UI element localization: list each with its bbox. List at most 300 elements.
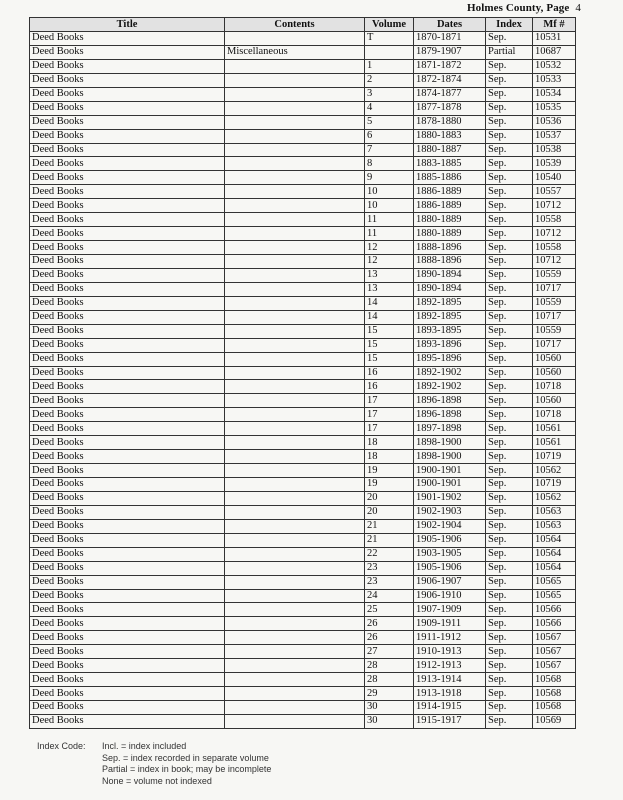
cell-title: Deed Books bbox=[30, 659, 225, 673]
table-row bbox=[30, 101, 576, 115]
cell-volume: 10 bbox=[365, 185, 414, 199]
table-row bbox=[30, 129, 576, 143]
cell-index: Sep. bbox=[486, 324, 533, 338]
cell-volume: 12 bbox=[365, 255, 414, 269]
cell-dates: 1890-1894 bbox=[414, 268, 486, 282]
cell-dates: 1900-1901 bbox=[414, 464, 486, 478]
cell-index: Sep. bbox=[486, 171, 533, 185]
cell-index: Sep. bbox=[486, 73, 533, 87]
cell-mf: 10538 bbox=[533, 143, 576, 157]
cell-volume: 23 bbox=[365, 575, 414, 589]
table-row bbox=[30, 45, 576, 59]
cell-index: Sep. bbox=[486, 561, 533, 575]
table-row bbox=[30, 505, 576, 519]
cell-index: Sep. bbox=[486, 422, 533, 436]
cell-contents bbox=[225, 561, 365, 575]
cell-title: Deed Books bbox=[30, 199, 225, 213]
cell-contents bbox=[225, 324, 365, 338]
cell-contents bbox=[225, 408, 365, 422]
cell-index: Sep. bbox=[486, 659, 533, 673]
cell-volume: 16 bbox=[365, 380, 414, 394]
cell-contents bbox=[225, 87, 365, 101]
cell-volume: 28 bbox=[365, 659, 414, 673]
cell-mf: 10539 bbox=[533, 157, 576, 171]
cell-dates: 1877-1878 bbox=[414, 101, 486, 115]
cell-index: Sep. bbox=[486, 533, 533, 547]
cell-contents bbox=[225, 380, 365, 394]
cell-title: Deed Books bbox=[30, 282, 225, 296]
legend-label: Index Code: bbox=[37, 741, 86, 751]
cell-index: Sep. bbox=[486, 436, 533, 450]
cell-dates: 1880-1889 bbox=[414, 213, 486, 227]
table-row bbox=[30, 310, 576, 324]
table-row bbox=[30, 408, 576, 422]
cell-index: Sep. bbox=[486, 59, 533, 73]
cell-contents bbox=[225, 268, 365, 282]
cell-dates: 1890-1894 bbox=[414, 282, 486, 296]
cell-index: Sep. bbox=[486, 714, 533, 728]
cell-dates: 1874-1877 bbox=[414, 87, 486, 101]
cell-volume: 15 bbox=[365, 324, 414, 338]
cell-title: Deed Books bbox=[30, 296, 225, 310]
cell-dates: 1895-1896 bbox=[414, 352, 486, 366]
cell-contents bbox=[225, 714, 365, 728]
table-body bbox=[30, 32, 576, 729]
cell-mf: 10558 bbox=[533, 241, 576, 255]
cell-contents bbox=[225, 241, 365, 255]
cell-index: Sep. bbox=[486, 185, 533, 199]
cell-volume: 17 bbox=[365, 408, 414, 422]
table-row bbox=[30, 324, 576, 338]
cell-mf: 10564 bbox=[533, 547, 576, 561]
cell-mf: 10563 bbox=[533, 519, 576, 533]
cell-contents bbox=[225, 213, 365, 227]
cell-title: Deed Books bbox=[30, 547, 225, 561]
cell-contents bbox=[225, 533, 365, 547]
cell-volume: 5 bbox=[365, 115, 414, 129]
table-row bbox=[30, 631, 576, 645]
cell-mf: 10569 bbox=[533, 714, 576, 728]
cell-dates: 1897-1898 bbox=[414, 422, 486, 436]
cell-volume: 9 bbox=[365, 171, 414, 185]
cell-volume: 10 bbox=[365, 199, 414, 213]
cell-dates: 1879-1907 bbox=[414, 45, 486, 59]
table-row bbox=[30, 352, 576, 366]
cell-contents bbox=[225, 603, 365, 617]
cell-mf: 10558 bbox=[533, 213, 576, 227]
cell-volume: 23 bbox=[365, 561, 414, 575]
table-row bbox=[30, 268, 576, 282]
cell-dates: 1906-1907 bbox=[414, 575, 486, 589]
cell-mf: 10560 bbox=[533, 366, 576, 380]
cell-title: Deed Books bbox=[30, 268, 225, 282]
cell-volume: 13 bbox=[365, 268, 414, 282]
cell-contents bbox=[225, 115, 365, 129]
cell-mf: 10561 bbox=[533, 436, 576, 450]
cell-index: Sep. bbox=[486, 673, 533, 687]
cell-contents bbox=[225, 73, 365, 87]
table-row bbox=[30, 617, 576, 631]
table-row bbox=[30, 32, 576, 46]
table-row bbox=[30, 213, 576, 227]
table-row bbox=[30, 380, 576, 394]
cell-dates: 1878-1880 bbox=[414, 115, 486, 129]
cell-dates: 1893-1895 bbox=[414, 324, 486, 338]
cell-title: Deed Books bbox=[30, 171, 225, 185]
table-row bbox=[30, 589, 576, 603]
page-header bbox=[467, 2, 581, 14]
cell-dates: 1892-1895 bbox=[414, 310, 486, 324]
cell-title: Deed Books bbox=[30, 617, 225, 631]
cell-mf: 10564 bbox=[533, 561, 576, 575]
cell-contents bbox=[225, 366, 365, 380]
cell-title: Deed Books bbox=[30, 101, 225, 115]
cell-dates: 1896-1898 bbox=[414, 408, 486, 422]
cell-dates: 1906-1910 bbox=[414, 589, 486, 603]
column-header-mf: Mf # bbox=[533, 18, 576, 32]
cell-dates: 1902-1903 bbox=[414, 505, 486, 519]
cell-mf: 10719 bbox=[533, 478, 576, 492]
cell-title: Deed Books bbox=[30, 73, 225, 87]
cell-contents bbox=[225, 505, 365, 519]
cell-mf: 10534 bbox=[533, 87, 576, 101]
cell-volume: 7 bbox=[365, 143, 414, 157]
cell-volume: 6 bbox=[365, 129, 414, 143]
cell-dates: 1885-1886 bbox=[414, 171, 486, 185]
legend-code-partial: Partial = index in book; may be incomplete bbox=[102, 764, 272, 774]
cell-index: Sep. bbox=[486, 450, 533, 464]
cell-mf: 10561 bbox=[533, 422, 576, 436]
cell-title: Deed Books bbox=[30, 394, 225, 408]
cell-index: Sep. bbox=[486, 255, 533, 269]
table-row bbox=[30, 171, 576, 185]
cell-title: Deed Books bbox=[30, 561, 225, 575]
table-header bbox=[30, 18, 576, 32]
cell-index: Sep. bbox=[486, 129, 533, 143]
cell-volume: 26 bbox=[365, 631, 414, 645]
legend-codes bbox=[102, 741, 271, 787]
cell-mf: 10560 bbox=[533, 394, 576, 408]
table-row bbox=[30, 478, 576, 492]
cell-dates: 1888-1896 bbox=[414, 241, 486, 255]
cell-mf: 10712 bbox=[533, 227, 576, 241]
cell-contents bbox=[225, 352, 365, 366]
cell-mf: 10568 bbox=[533, 673, 576, 687]
cell-index: Sep. bbox=[486, 603, 533, 617]
cell-index: Sep. bbox=[486, 394, 533, 408]
cell-title: Deed Books bbox=[30, 143, 225, 157]
cell-title: Deed Books bbox=[30, 87, 225, 101]
table-row bbox=[30, 185, 576, 199]
cell-volume: 2 bbox=[365, 73, 414, 87]
cell-volume: 26 bbox=[365, 617, 414, 631]
cell-index: Sep. bbox=[486, 352, 533, 366]
cell-mf: 10568 bbox=[533, 701, 576, 715]
cell-title: Deed Books bbox=[30, 701, 225, 715]
cell-volume: 20 bbox=[365, 491, 414, 505]
cell-dates: 1903-1905 bbox=[414, 547, 486, 561]
cell-index: Sep. bbox=[486, 519, 533, 533]
legend-code-incl: Incl. = index included bbox=[102, 741, 187, 751]
cell-dates: 1909-1911 bbox=[414, 617, 486, 631]
cell-contents bbox=[225, 617, 365, 631]
cell-mf: 10557 bbox=[533, 185, 576, 199]
cell-title: Deed Books bbox=[30, 478, 225, 492]
cell-index: Sep. bbox=[486, 464, 533, 478]
cell-dates: 1905-1906 bbox=[414, 561, 486, 575]
cell-dates: 1883-1885 bbox=[414, 157, 486, 171]
cell-title: Deed Books bbox=[30, 380, 225, 394]
cell-title: Deed Books bbox=[30, 491, 225, 505]
cell-index: Sep. bbox=[486, 241, 533, 255]
cell-contents bbox=[225, 101, 365, 115]
cell-title: Deed Books bbox=[30, 129, 225, 143]
cell-volume: 13 bbox=[365, 282, 414, 296]
cell-index: Sep. bbox=[486, 687, 533, 701]
cell-volume: T bbox=[365, 32, 414, 46]
cell-title: Deed Books bbox=[30, 714, 225, 728]
cell-mf: 10536 bbox=[533, 115, 576, 129]
cell-index: Sep. bbox=[486, 268, 533, 282]
cell-mf: 10564 bbox=[533, 533, 576, 547]
cell-title: Deed Books bbox=[30, 436, 225, 450]
table-row bbox=[30, 143, 576, 157]
cell-volume: 15 bbox=[365, 352, 414, 366]
cell-contents bbox=[225, 575, 365, 589]
cell-title: Deed Books bbox=[30, 241, 225, 255]
table-row bbox=[30, 227, 576, 241]
cell-volume: 20 bbox=[365, 505, 414, 519]
table-row bbox=[30, 701, 576, 715]
header-row bbox=[30, 18, 576, 32]
cell-mf: 10567 bbox=[533, 631, 576, 645]
cell-contents bbox=[225, 227, 365, 241]
cell-dates: 1914-1915 bbox=[414, 701, 486, 715]
cell-volume: 11 bbox=[365, 213, 414, 227]
cell-dates: 1870-1871 bbox=[414, 32, 486, 46]
cell-dates: 1888-1896 bbox=[414, 255, 486, 269]
cell-index: Sep. bbox=[486, 645, 533, 659]
cell-dates: 1902-1904 bbox=[414, 519, 486, 533]
table-row bbox=[30, 241, 576, 255]
cell-title: Deed Books bbox=[30, 519, 225, 533]
cell-contents bbox=[225, 282, 365, 296]
cell-index: Sep. bbox=[486, 199, 533, 213]
cell-title: Deed Books bbox=[30, 408, 225, 422]
cell-volume: 15 bbox=[365, 338, 414, 352]
table-row bbox=[30, 59, 576, 73]
table-row bbox=[30, 491, 576, 505]
cell-mf: 10532 bbox=[533, 59, 576, 73]
cell-volume: 29 bbox=[365, 687, 414, 701]
cell-volume: 21 bbox=[365, 533, 414, 547]
cell-mf: 10540 bbox=[533, 171, 576, 185]
table-row bbox=[30, 157, 576, 171]
cell-volume: 30 bbox=[365, 714, 414, 728]
cell-title: Deed Books bbox=[30, 505, 225, 519]
cell-mf: 10718 bbox=[533, 380, 576, 394]
cell-title: Deed Books bbox=[30, 673, 225, 687]
column-header-dates: Dates bbox=[414, 18, 486, 32]
column-header-contents: Contents bbox=[225, 18, 365, 32]
cell-contents bbox=[225, 478, 365, 492]
cell-dates: 1913-1918 bbox=[414, 687, 486, 701]
cell-dates: 1913-1914 bbox=[414, 673, 486, 687]
deed-books-table bbox=[29, 17, 576, 729]
cell-title: Deed Books bbox=[30, 603, 225, 617]
cell-title: Deed Books bbox=[30, 324, 225, 338]
cell-volume: 17 bbox=[365, 422, 414, 436]
cell-index: Sep. bbox=[486, 213, 533, 227]
cell-index: Sep. bbox=[486, 32, 533, 46]
cell-volume: 28 bbox=[365, 673, 414, 687]
cell-index: Sep. bbox=[486, 87, 533, 101]
cell-contents bbox=[225, 296, 365, 310]
cell-mf: 10717 bbox=[533, 310, 576, 324]
table-row bbox=[30, 687, 576, 701]
cell-contents bbox=[225, 687, 365, 701]
cell-index: Sep. bbox=[486, 310, 533, 324]
cell-index: Sep. bbox=[486, 101, 533, 115]
cell-dates: 1893-1896 bbox=[414, 338, 486, 352]
cell-index: Sep. bbox=[486, 589, 533, 603]
cell-title: Deed Books bbox=[30, 631, 225, 645]
cell-contents bbox=[225, 310, 365, 324]
cell-index: Sep. bbox=[486, 143, 533, 157]
cell-contents bbox=[225, 32, 365, 46]
cell-mf: 10687 bbox=[533, 45, 576, 59]
cell-contents: Miscellaneous bbox=[225, 45, 365, 59]
cell-contents bbox=[225, 645, 365, 659]
cell-mf: 10567 bbox=[533, 645, 576, 659]
table-row bbox=[30, 115, 576, 129]
cell-contents bbox=[225, 464, 365, 478]
cell-volume: 27 bbox=[365, 645, 414, 659]
table-row bbox=[30, 366, 576, 380]
table-row bbox=[30, 464, 576, 478]
cell-volume: 30 bbox=[365, 701, 414, 715]
cell-title: Deed Books bbox=[30, 59, 225, 73]
cell-dates: 1907-1909 bbox=[414, 603, 486, 617]
cell-mf: 10565 bbox=[533, 575, 576, 589]
cell-volume: 25 bbox=[365, 603, 414, 617]
cell-volume: 14 bbox=[365, 310, 414, 324]
cell-mf: 10568 bbox=[533, 687, 576, 701]
cell-mf: 10567 bbox=[533, 659, 576, 673]
cell-index: Sep. bbox=[486, 505, 533, 519]
cell-volume: 19 bbox=[365, 478, 414, 492]
cell-title: Deed Books bbox=[30, 45, 225, 59]
table-row bbox=[30, 87, 576, 101]
cell-volume: 24 bbox=[365, 589, 414, 603]
cell-mf: 10712 bbox=[533, 255, 576, 269]
cell-volume: 11 bbox=[365, 227, 414, 241]
cell-dates: 1892-1902 bbox=[414, 366, 486, 380]
table-row bbox=[30, 659, 576, 673]
cell-volume: 18 bbox=[365, 450, 414, 464]
table-row bbox=[30, 645, 576, 659]
cell-volume: 12 bbox=[365, 241, 414, 255]
cell-title: Deed Books bbox=[30, 589, 225, 603]
cell-mf: 10559 bbox=[533, 324, 576, 338]
page-number: 4 bbox=[575, 2, 581, 14]
cell-volume: 16 bbox=[365, 366, 414, 380]
cell-dates: 1912-1913 bbox=[414, 659, 486, 673]
table-row bbox=[30, 561, 576, 575]
cell-dates: 1896-1898 bbox=[414, 394, 486, 408]
cell-mf: 10562 bbox=[533, 491, 576, 505]
cell-title: Deed Books bbox=[30, 310, 225, 324]
cell-volume: 19 bbox=[365, 464, 414, 478]
cell-index: Sep. bbox=[486, 408, 533, 422]
cell-title: Deed Books bbox=[30, 533, 225, 547]
cell-mf: 10562 bbox=[533, 464, 576, 478]
cell-index: Sep. bbox=[486, 338, 533, 352]
column-header-volume: Volume bbox=[365, 18, 414, 32]
cell-mf: 10566 bbox=[533, 617, 576, 631]
cell-index: Sep. bbox=[486, 491, 533, 505]
cell-index: Sep. bbox=[486, 282, 533, 296]
table-row bbox=[30, 603, 576, 617]
cell-mf: 10712 bbox=[533, 199, 576, 213]
cell-mf: 10718 bbox=[533, 408, 576, 422]
cell-mf: 10717 bbox=[533, 338, 576, 352]
cell-index: Sep. bbox=[486, 115, 533, 129]
table-row bbox=[30, 296, 576, 310]
legend-code-sep: Sep. = index recorded in separate volume bbox=[102, 752, 269, 763]
cell-volume bbox=[365, 45, 414, 59]
cell-title: Deed Books bbox=[30, 464, 225, 478]
cell-dates: 1910-1913 bbox=[414, 645, 486, 659]
cell-title: Deed Books bbox=[30, 255, 225, 269]
cell-volume: 18 bbox=[365, 436, 414, 450]
table-row bbox=[30, 673, 576, 687]
cell-volume: 1 bbox=[365, 59, 414, 73]
table-row bbox=[30, 255, 576, 269]
cell-volume: 14 bbox=[365, 296, 414, 310]
cell-title: Deed Books bbox=[30, 338, 225, 352]
cell-title: Deed Books bbox=[30, 115, 225, 129]
legend-code-none: None = volume not indexed bbox=[102, 775, 212, 786]
cell-title: Deed Books bbox=[30, 366, 225, 380]
column-header-title: Title bbox=[30, 18, 225, 32]
cell-index: Partial bbox=[486, 45, 533, 59]
cell-index: Sep. bbox=[486, 701, 533, 715]
cell-index: Sep. bbox=[486, 547, 533, 561]
cell-title: Deed Books bbox=[30, 185, 225, 199]
cell-volume: 22 bbox=[365, 547, 414, 561]
cell-title: Deed Books bbox=[30, 422, 225, 436]
cell-index: Sep. bbox=[486, 157, 533, 171]
cell-contents bbox=[225, 199, 365, 213]
cell-contents bbox=[225, 394, 365, 408]
cell-contents bbox=[225, 491, 365, 505]
cell-index: Sep. bbox=[486, 227, 533, 241]
cell-volume: 8 bbox=[365, 157, 414, 171]
cell-index: Sep. bbox=[486, 380, 533, 394]
cell-mf: 10531 bbox=[533, 32, 576, 46]
cell-contents bbox=[225, 338, 365, 352]
cell-contents bbox=[225, 701, 365, 715]
cell-dates: 1898-1900 bbox=[414, 436, 486, 450]
cell-contents bbox=[225, 59, 365, 73]
table-row bbox=[30, 436, 576, 450]
cell-mf: 10535 bbox=[533, 101, 576, 115]
cell-contents bbox=[225, 143, 365, 157]
cell-index: Sep. bbox=[486, 366, 533, 380]
cell-volume: 3 bbox=[365, 87, 414, 101]
cell-index: Sep. bbox=[486, 631, 533, 645]
